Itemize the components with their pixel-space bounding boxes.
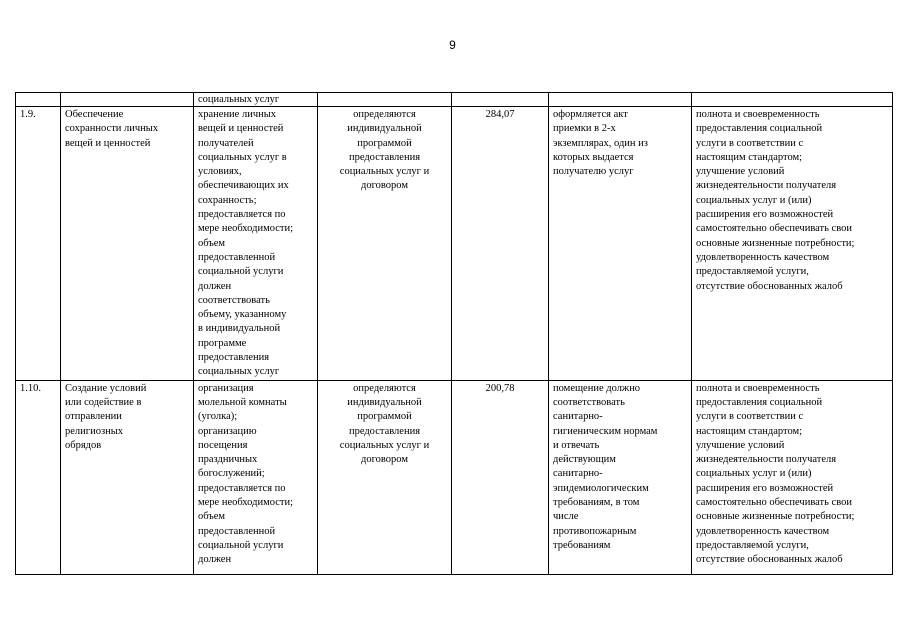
cell-terms: определяются индивидуальной программой предоставления социальных услуг и договором [318, 107, 452, 381]
cell-quality: полнота и своевременность предоставления социальной услуги в соответствии с настоящим стандартом; улучшение условий жизнедеятельности получателя социальных услуг и (или) расширения его возможностей самостоятельно обеспечивать свои основные жизненные потребности; удовлетворенность качеством предоставляемой услуги, отсутствие обоснованных жалоб [692, 380, 893, 574]
cell-conditions: оформляется акт приемки в 2-х экземплярах, один из которых выдается получателю услуг [549, 107, 692, 381]
cell-quality [692, 93, 893, 107]
cell-name: Обеспечение сохранности личных вещей и ценностей [61, 107, 194, 381]
cell-conditions [549, 93, 692, 107]
cell-quality: полнота и своевременность предоставления социальной услуги в соответствии с настоящим стандартом; улучшение условий жизнедеятельности получателя социальных услуг и (или) расширения его возможностей самостоятельно обеспечивать свои основные жизненные потребности; удовлетворенность качеством предоставляемой услуги, отсутствие обоснованных жалоб [692, 107, 893, 381]
cell-price [452, 93, 549, 107]
table-row-continuation [16, 93, 893, 107]
services-table [15, 92, 893, 575]
table-row [16, 107, 893, 381]
cell-price: 200,78 [452, 380, 549, 574]
cell-description: организация молельной комнаты (уголка); организацию посещения праздничных богослужений; предоставляется по мере необходимости; объем предоставленной социальной услуги должен [194, 380, 318, 574]
cell-description: социальных услуг [194, 93, 318, 107]
cell-name: Создание условий или содействие в отправлении религиозных обрядов [61, 380, 194, 574]
cell-terms: определяются индивидуальной программой предоставления социальных услуг и договором [318, 380, 452, 574]
cell-price: 284,07 [452, 107, 549, 381]
cell-terms [318, 93, 452, 107]
page-number: 9 [449, 38, 456, 52]
table-row [16, 380, 893, 574]
cell-num [16, 93, 61, 107]
cell-num: 1.9. [16, 107, 61, 381]
cell-description: хранение личных вещей и ценностей получателей социальных услуг в условиях, обеспечивающих их сохранность; предоставляется по мере необходимости; объем предоставленной социальной услуги должен соответствовать объему, указанному в индивидуальной программе предоставления социальных услуг [194, 107, 318, 381]
cell-num: 1.10. [16, 380, 61, 574]
cell-name [61, 93, 194, 107]
cell-conditions: помещение должно соответствовать санитарно- гигиеническим нормам и отвечать действующим санитарно- эпидемиологическим требованиям, в том числе противопожарным требованиям [549, 380, 692, 574]
